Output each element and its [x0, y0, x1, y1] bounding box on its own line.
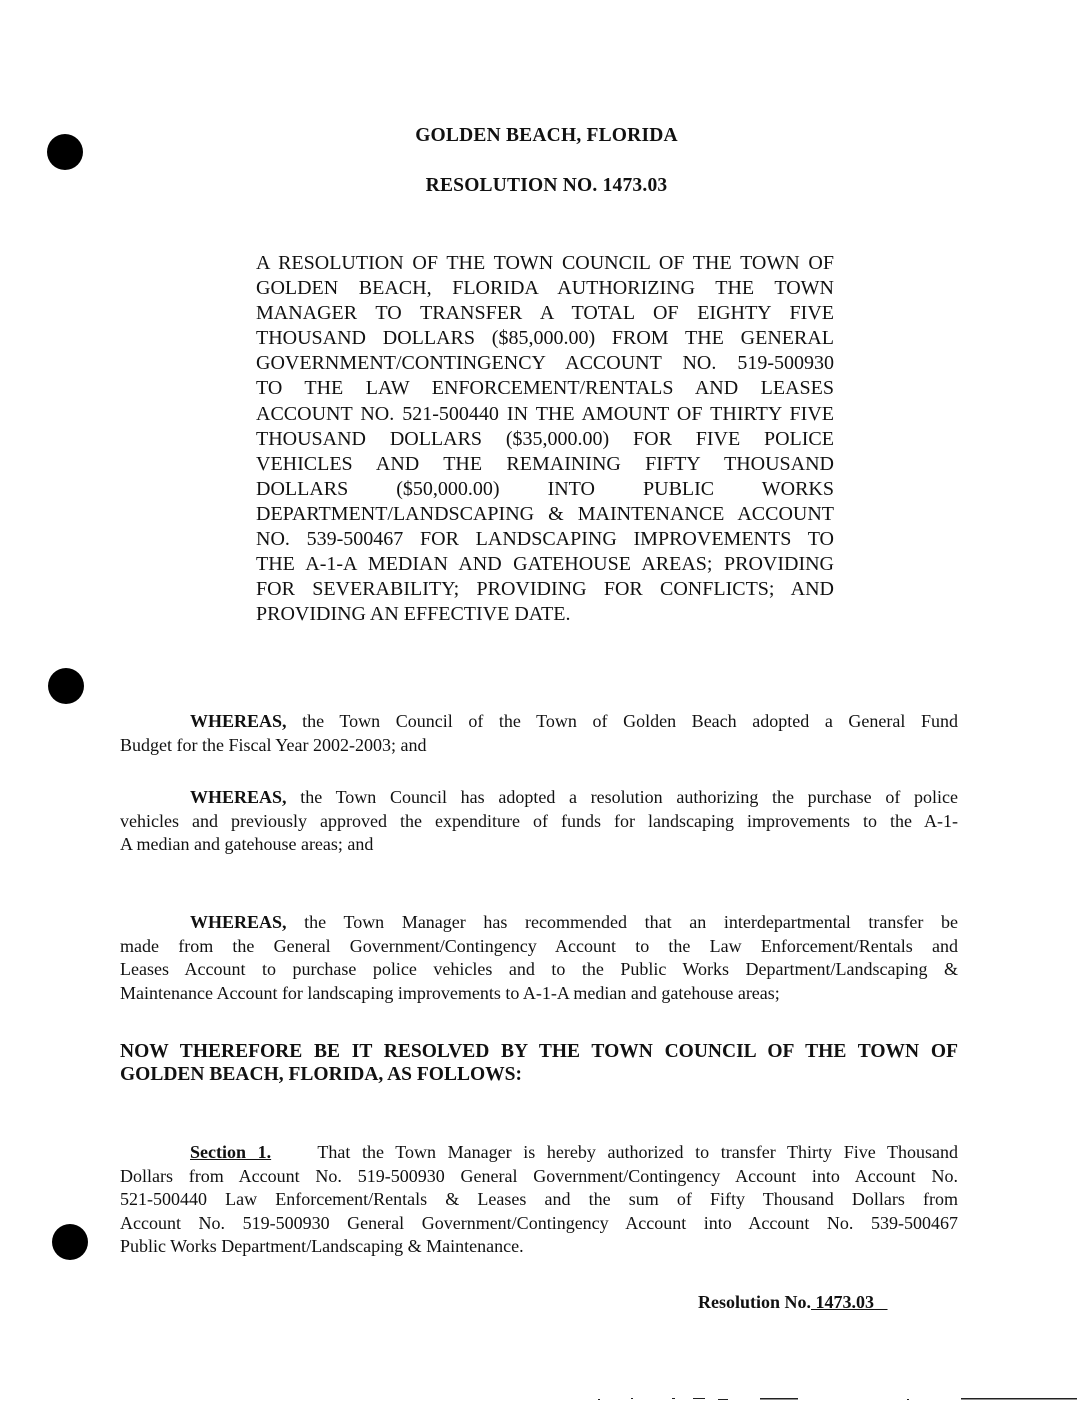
section-label: Section 1.: [190, 1142, 272, 1162]
whereas-line: WHEREAS, the Town Council of the Town of Golden Beach adopted a General Fund: [190, 711, 958, 731]
whereas-line: vehicles and previously approved the expenditure of funds for landscaping improvements to the A-1-: [120, 810, 958, 831]
scan-speck: [598, 1399, 600, 1400]
scan-speck: [672, 1398, 675, 1399]
scan-speck: [631, 1398, 633, 1399]
whereas-line: Leases Account to purchase police vehicles and to the Public Works Department/Landscaping &: [120, 959, 958, 980]
scan-speck: [693, 1398, 705, 1399]
abstract-line: A RESOLUTION OF THE TOWN COUNCIL OF THE TOWN OF: [256, 252, 834, 274]
resolution-abstract: [256, 251, 834, 627]
abstract-line: GOLDEN BEACH, FLORIDA AUTHORIZING THE TOWN: [256, 277, 834, 300]
municipality-heading: GOLDEN BEACH, FLORIDA: [415, 125, 678, 146]
abstract-line: PROVIDING AN EFFECTIVE DATE.: [256, 603, 571, 626]
whereas-clause-1: [120, 710, 958, 757]
abstract-line: TO THE LAW ENFORCEMENT/RENTALS AND LEASES: [256, 377, 834, 400]
abstract-line: DEPARTMENT/LANDSCAPING & MAINTENANCE ACCOUNT: [256, 502, 834, 525]
resolution-number-heading: RESOLUTION NO. 1473.03: [425, 175, 668, 196]
punch-hole: [52, 1224, 88, 1260]
section-line: Account No. 519-500930 General Government/Contingency Account into Account No. 539-500467: [120, 1212, 958, 1233]
resolved-line: GOLDEN BEACH, FLORIDA, AS FOLLOWS:: [120, 1064, 522, 1085]
abstract-line: THOUSAND DOLLARS ($35,000.00) FOR FIVE POLICE: [256, 427, 834, 450]
abstract-line: ACCOUNT NO. 521-500440 IN THE AMOUNT OF THIRTY FIVE: [256, 402, 834, 425]
abstract-line: VEHICLES AND THE REMAINING FIFTY THOUSAND: [256, 452, 834, 475]
abstract-line: NO. 539-500467 FOR LANDSCAPING IMPROVEMENTS TO: [256, 528, 834, 551]
section-line: Section 1. That the Town Manager is hereby authorized to transfer Thirty Five Thousand: [190, 1142, 958, 1162]
scan-speck: [718, 1399, 728, 1400]
footer-label: Resolution No.: [698, 1292, 812, 1312]
footer-number: 1473.03: [815, 1292, 875, 1312]
whereas-line: made from the General Government/Contingency Account to the Law Enforcement/Rentals and: [120, 935, 958, 956]
whereas-clause-2: [120, 786, 958, 857]
whereas-keyword: WHEREAS,: [190, 711, 287, 731]
punch-hole: [48, 668, 84, 704]
resolved-line: NOW THEREFORE BE IT RESOLVED BY THE TOWN COUNCIL OF THE TOWN OF: [120, 1041, 958, 1062]
section-line: 521-500440 Law Enforcement/Rentals & Leases and the sum of Fifty Thousand Dollars from: [120, 1189, 958, 1210]
footer-resolution-number: [698, 1292, 888, 1313]
whereas-keyword: WHEREAS,: [190, 787, 287, 807]
resolved-heading: [120, 1040, 958, 1086]
abstract-line: THE A-1-A MEDIAN AND GATEHOUSE AREAS; PROVIDING: [256, 553, 834, 576]
abstract-line: GOVERNMENT/CONTINGENCY ACCOUNT NO. 519-500930: [256, 352, 834, 375]
scan-speck: [907, 1399, 909, 1400]
section-line: Dollars from Account No. 519-500930 General Government/Contingency Account into Account No.: [120, 1165, 958, 1186]
whereas-clause-3: [120, 911, 958, 1005]
whereas-line: A median and gatehouse areas; and: [120, 834, 374, 855]
scan-speck: [961, 1398, 1077, 1400]
section-line: Public Works Department/Landscaping & Maintenance.: [120, 1236, 524, 1257]
whereas-line: Budget for the Fiscal Year 2002-2003; and: [120, 734, 427, 755]
abstract-line: THOUSAND DOLLARS ($85,000.00) FROM THE GENERAL: [256, 327, 834, 350]
whereas-line: Maintenance Account for landscaping improvements to A-1-A median and gatehouse areas;: [120, 982, 780, 1003]
abstract-line: MANAGER TO TRANSFER A TOTAL OF EIGHTY FIVE: [256, 302, 834, 325]
abstract-line: FOR SEVERABILITY; PROVIDING FOR CONFLICTS; AND: [256, 578, 834, 601]
whereas-line: WHEREAS, the Town Council has adopted a resolution authorizing the purchase of police: [190, 787, 958, 807]
section-1: [120, 1141, 958, 1259]
abstract-line: DOLLARS ($50,000.00) INTO PUBLIC WORKS: [256, 477, 834, 500]
scan-speck: [760, 1398, 798, 1400]
whereas-line: WHEREAS, the Town Manager has recommended that an interdepartmental transfer be: [190, 912, 958, 932]
whereas-keyword: WHEREAS,: [190, 912, 287, 932]
